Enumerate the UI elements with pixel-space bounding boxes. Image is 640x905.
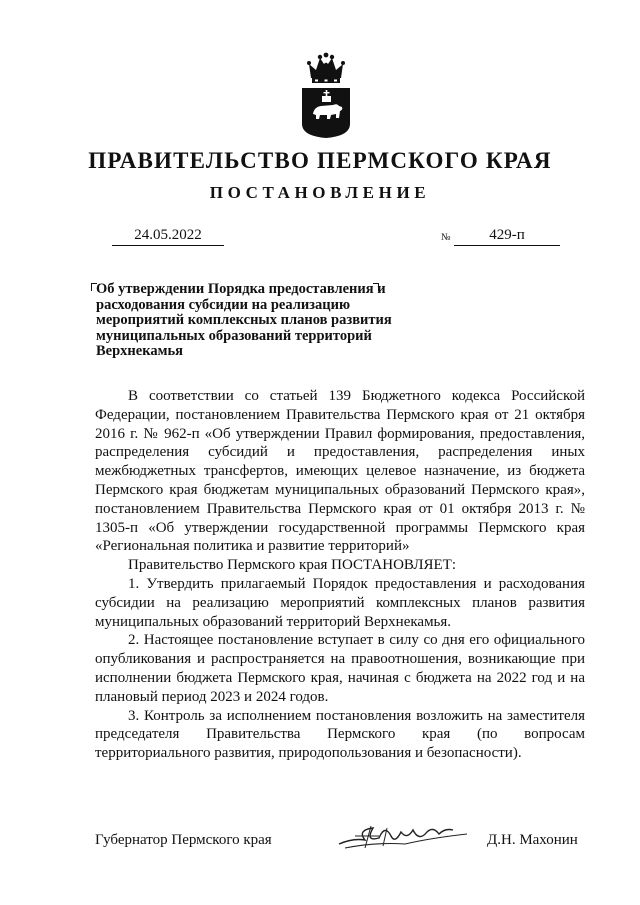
body-paragraph: 1. Утвердить прилагаемый Порядок предоставления и расходования субсидии на реализацию мероприятий комплексных планов развития муниципальных образований территорий Верхнекамья. xyxy=(95,575,585,630)
body-paragraph: Правительство Пермского края ПОСТАНОВЛЯЕТ: xyxy=(128,557,457,574)
number-sign: № xyxy=(441,232,451,243)
government-title: ПРАВИТЕЛЬСТВО ПЕРМСКОГО КРАЯ xyxy=(88,148,552,173)
body-paragraph: 2. Настоящее постановление вступает в силу со дня его официального опубликования и распространяется на правоотношения, возникающие при исполнении бюджета Пермского края, начиная с бюджета на 2022 год и на плановый период 2023 и 2024 годов. xyxy=(95,632,585,705)
document-body xyxy=(95,387,585,763)
signatory-name: Д.Н. Махонин xyxy=(487,832,578,848)
handwritten-signature-icon xyxy=(335,818,470,858)
coat-of-arms-icon xyxy=(301,52,351,138)
body-paragraph: 3. Контроль за исполнением постановления возложить на заместителя председателя Правительства Пермского края (по вопросам территориального развития, природопользования и безопасности). xyxy=(95,707,585,762)
document-date: 24.05.2022 xyxy=(112,226,224,246)
body-paragraph: В соответствии со статьей 139 Бюджетного кодекса Российской Федерации, постановлением Правительства Пермского края от 21 октября 2016 г. № 962-п «Об утверждении Правил формирования, предоставления, распределения субсидий и предоставления, распределения иных межбюджетных трансфертов, имеющих целевое назначение, из бюджета Пермского края бюджетам муниципальных образований Пермского края», постановлением Правительства Пермского края от 01 октября 2013 г. № 1305-п «Об утверждении государственной программы Пермского края «Региональная политика и развитие территорий» xyxy=(95,388,585,555)
document-subject: Об утверждении Порядка предоставления и расходования субсидии на реализацию мероприятий комплексных планов развития муниципальных образований территорий Верхнекамья xyxy=(96,281,392,360)
signatory-role: Губернатор Пермского края xyxy=(95,832,272,848)
document-type: ПОСТАНОВЛЕНИЕ xyxy=(209,183,431,202)
document-number: 429-п xyxy=(454,226,560,246)
